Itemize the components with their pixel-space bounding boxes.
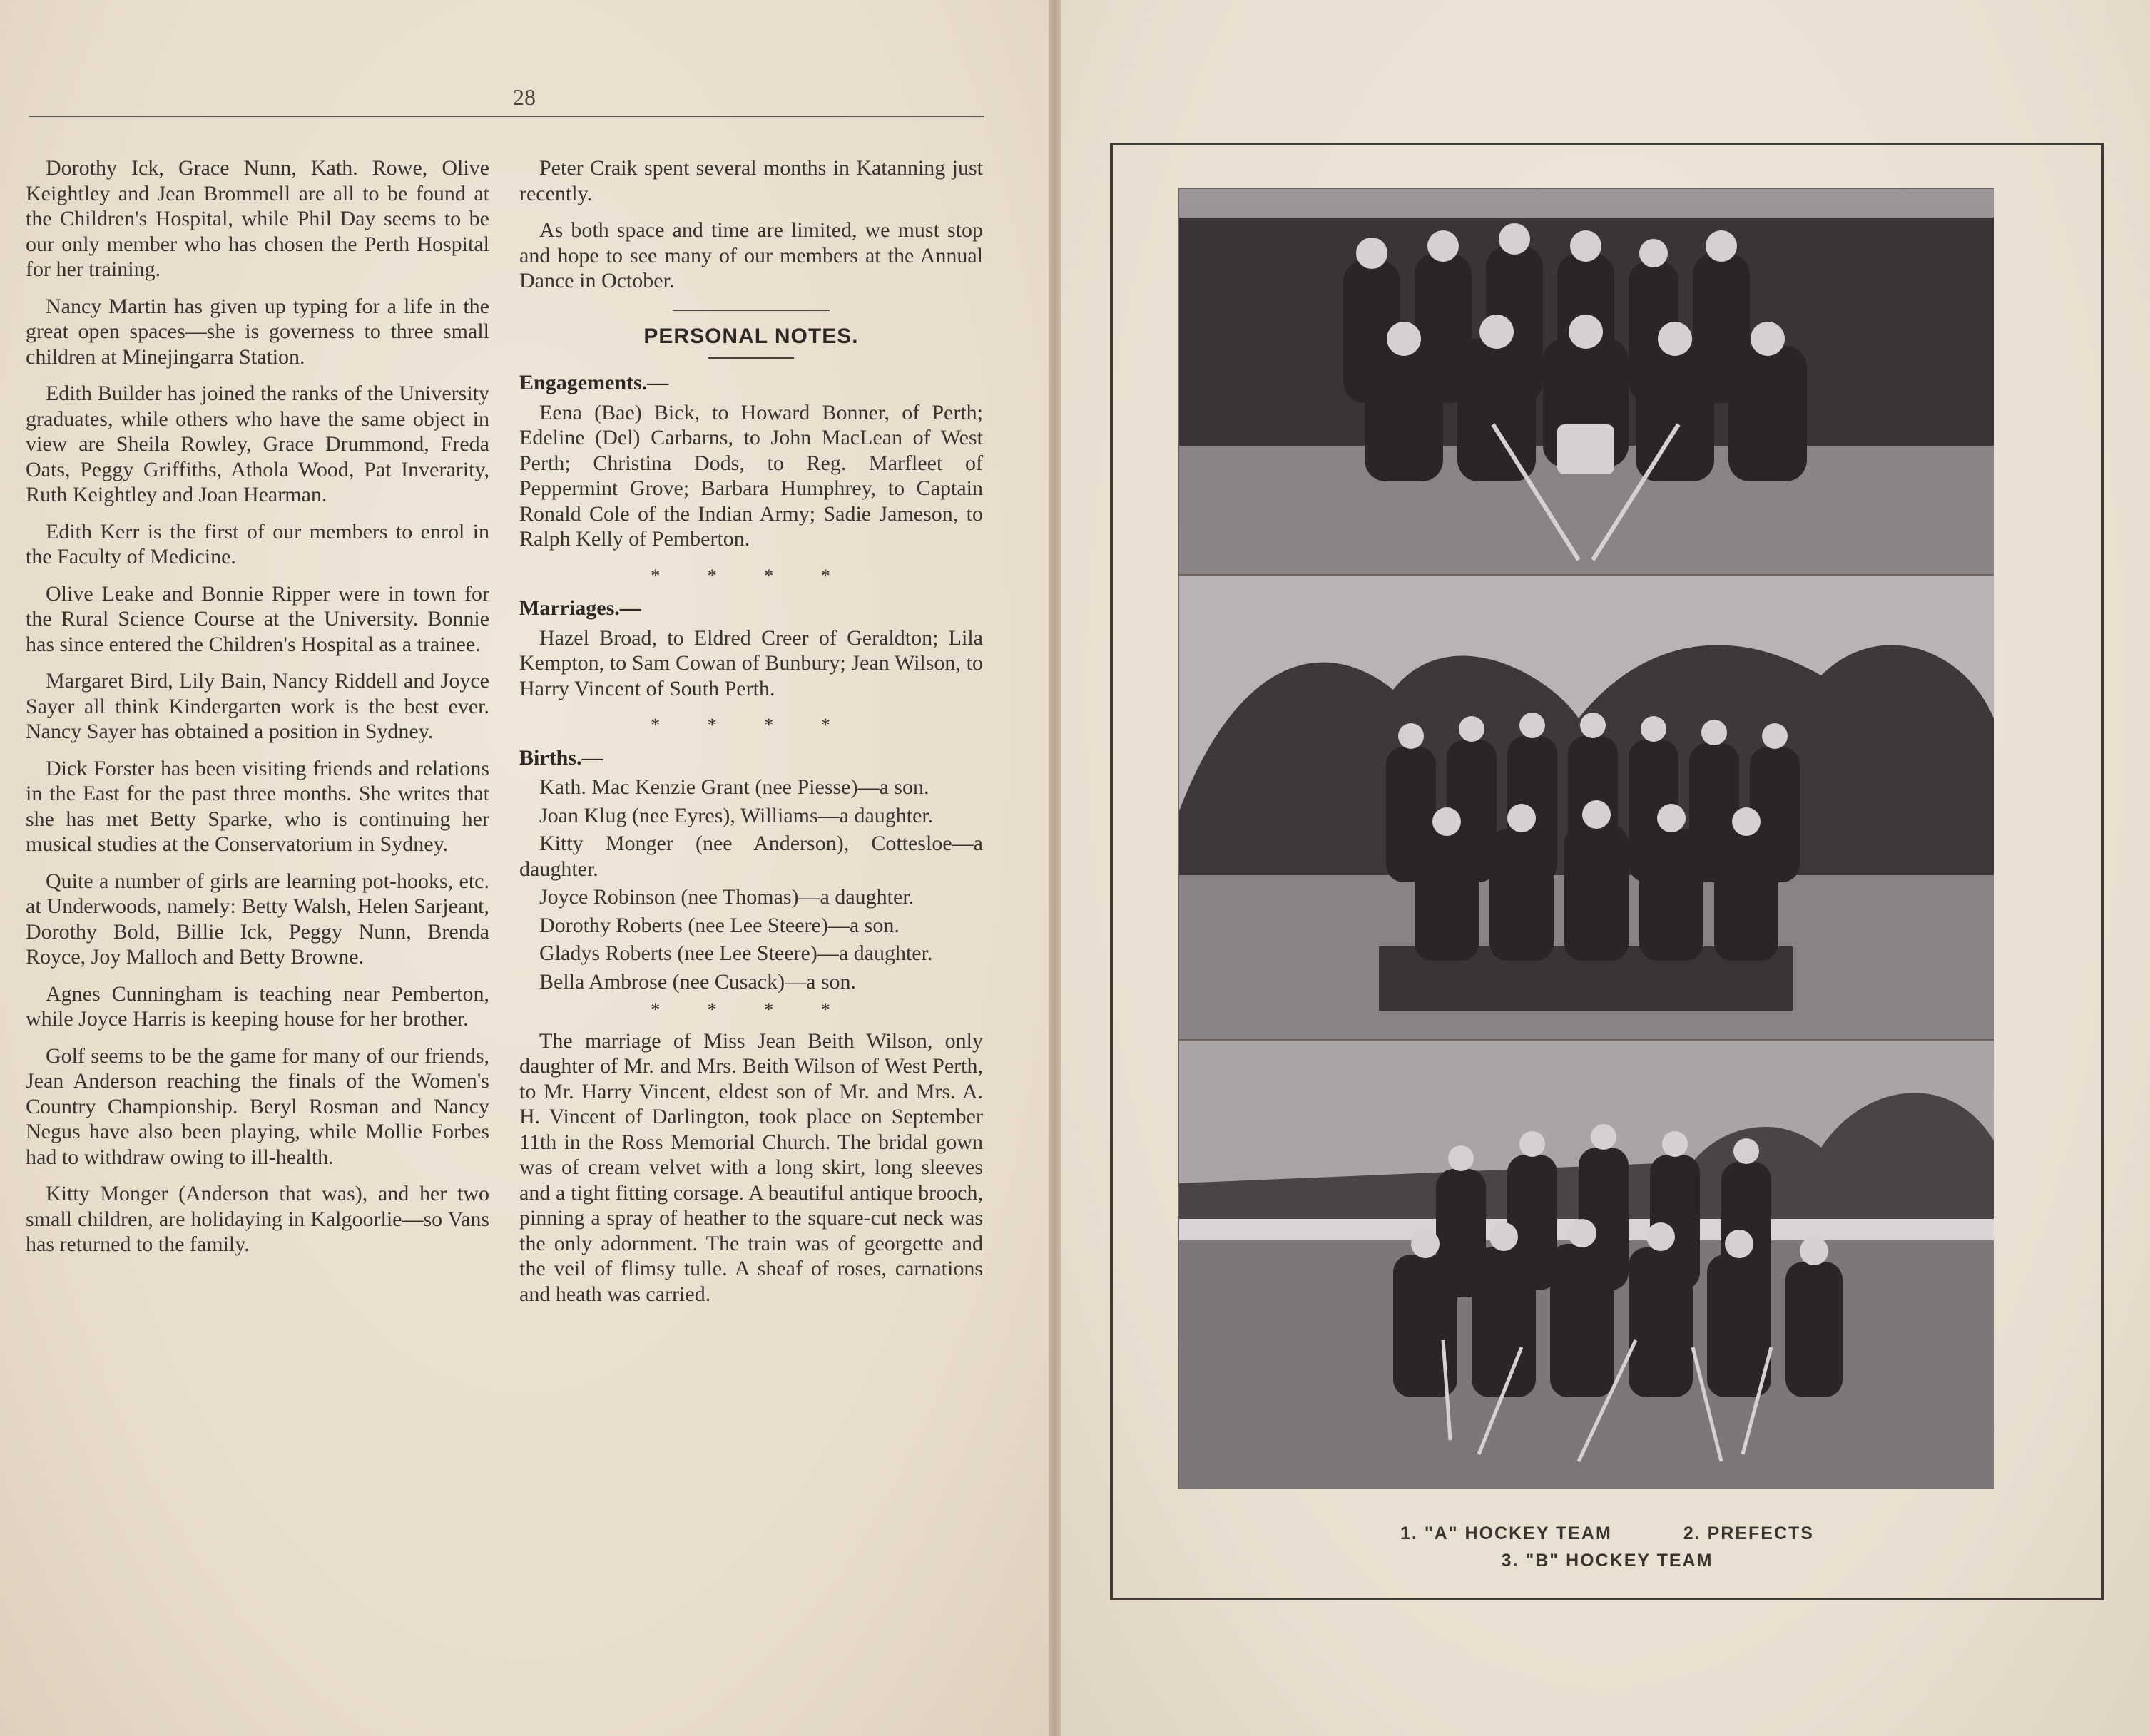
page-number: 28 xyxy=(513,84,536,110)
engagements-heading: Engagements.— xyxy=(519,371,669,394)
header-rule xyxy=(29,116,984,117)
paragraph: Dorothy Ick, Grace Nunn, Kath. Rowe, Olive Keightley and Jean Brommell are all to be found at the Children's Hospital, while Phil Day seems to be our only member who has chosen the Perth Hospital for her training. xyxy=(26,156,489,281)
birth-entry: Bella Ambrose (nee Cusack)—a son. xyxy=(539,969,857,994)
caption-prefects: 2. PREFECTS xyxy=(1683,1523,1814,1543)
book-spine xyxy=(1049,0,1061,1736)
short-rule xyxy=(708,357,794,359)
paragraph: As both space and time are limited, we must stop and hope to see many of our members at the Annual Dance in October. xyxy=(519,218,983,292)
photo-caption-line-1 xyxy=(1113,1523,2101,1544)
paragraph: Margaret Bird, Lily Bain, Nancy Riddell and Joyce Sayer all think Kindergarten work is the best ever. Nancy Sayer has obtained a position in Sydney. xyxy=(26,669,489,743)
paragraph: Golf seems to be the game for many of our friends, Jean Anderson reaching the finals of the Women's Country Championship. Beryl Rosman and Nancy Negus have also been playing, while Mollie Forbes had to withdraw owing to ill-health. xyxy=(26,1043,489,1169)
engagements-text: Eena (Bae) Bick, to Howard Bonner, of Perth; Edeline (Del) Carbarns, to John MacLean of West Perth; Christina Dods, to Reg. Marfleet of Peppermint Grove; Barbara Humphrey, to Captain Ronald Cole of the Indian Army; Sadie Jameson, to Ralph Kelly of Pemberton. xyxy=(519,400,983,551)
right-text-column xyxy=(519,155,983,1318)
photo-b-hockey-team xyxy=(1178,1040,1994,1489)
paragraph: Dick Forster has been visiting friends and relations in the East for the past three months. She writes that she has met Betty Sparke, who is continuing her musical studies at the Conservatorium in Sydney. xyxy=(26,756,489,856)
section-title: PERSONAL NOTES. xyxy=(643,324,859,348)
stars-divider: * * * * xyxy=(651,565,852,586)
births-heading: Births.— xyxy=(519,745,603,770)
paragraph: Quite a number of girls are learning pot-hooks, etc. at Underwoods, namely: Betty Walsh, Helen Sarjeant, Dorothy Bold, Billie Ick, Peggy Nunn, Brenda Royce, Joy Malloch and Betty Browne. xyxy=(26,869,489,969)
paragraph: Edith Kerr is the first of our members to enrol in the Faculty of Medicine. xyxy=(26,519,489,568)
stars-divider: * * * * xyxy=(651,999,852,1020)
stars-divider: * * * * xyxy=(651,715,852,735)
marriages-text: Hazel Broad, to Eldred Creer of Geraldton; Lila Kempton, to Sam Cowan of Bunbury; Jean Wilson, to Harry Vincent of South Perth. xyxy=(519,626,983,700)
section-divider xyxy=(673,310,830,311)
photo-plate-frame xyxy=(1110,143,2104,1600)
caption-b-hockey-team: 3. "B" HOCKEY TEAM xyxy=(1501,1551,1713,1571)
left-text-column xyxy=(26,155,489,1269)
birth-entry: Joyce Robinson (nee Thomas)—a daughter. xyxy=(539,885,914,909)
paragraph: Nancy Martin has given up typing for a life in the great open spaces—she is governess to three small children at Minejingarra Station. xyxy=(26,294,489,369)
left-page xyxy=(0,0,1049,1736)
caption-a-hockey-team: 1. "A" HOCKEY TEAM xyxy=(1400,1523,1612,1543)
birth-entry: Gladys Roberts (nee Lee Steere)—a daughter. xyxy=(539,941,933,965)
birth-entry: Dorothy Roberts (nee Lee Steere)—a son. xyxy=(539,913,900,937)
birth-entry: Kitty Monger (nee Anderson), Cottesloe—a daughter. xyxy=(519,832,983,881)
photo-a-hockey-team xyxy=(1178,188,1994,575)
paragraph: Kitty Monger (Anderson that was), and her two small children, are holidaying in Kalgoorlie—so Vans has returned to the family. xyxy=(26,1182,489,1256)
paragraph: Peter Craik spent several months in Katanning just recently. xyxy=(519,156,983,205)
paragraph: Edith Builder has joined the ranks of the University graduates, while others who have the same object in view are Sheila Rowley, Grace Drummond, Freda Oats, Peggy Griffiths, Athola Wood, Pat Inverarity, Ruth Keightley and Joan Hearman. xyxy=(26,382,489,506)
birth-entry: Kath. Mac Kenzie Grant (nee Piesse)—a son. xyxy=(539,775,929,799)
marriages-heading: Marriages.— xyxy=(519,596,641,620)
photo-prefects xyxy=(1178,575,1994,1040)
paragraph: Agnes Cunningham is teaching near Pemberton, while Joyce Harris is keeping house for her brother. xyxy=(26,981,489,1031)
paragraph: Olive Leake and Bonnie Ripper were in town for the Rural Science Course at the University. Bonnie has since entered the Children's Hospital as a trainee. xyxy=(26,581,489,656)
photo-caption-line-2 xyxy=(1113,1551,2101,1571)
birth-entry: Joan Klug (nee Eyres), Williams—a daughter. xyxy=(539,803,934,827)
wedding-paragraph: The marriage of Miss Jean Beith Wilson, only daughter of Mr. and Mrs. Beith Wilson of West Perth, to Mr. Harry Vincent, eldest son of Mr. and Mrs. A. H. Vincent of Darlington, took place on September 11th in the Ross Memorial Church. The bridal gown was of cream velvet with a long skirt, long sleeves and a tight fitting corsage. A beautiful antique brooch, pinning a spray of heather to the square-cut neck was the only adornment. The train was of georgette and the veil of flimsy tulle. A sheaf of roses, carnations and heath was carried. xyxy=(519,1028,983,1306)
